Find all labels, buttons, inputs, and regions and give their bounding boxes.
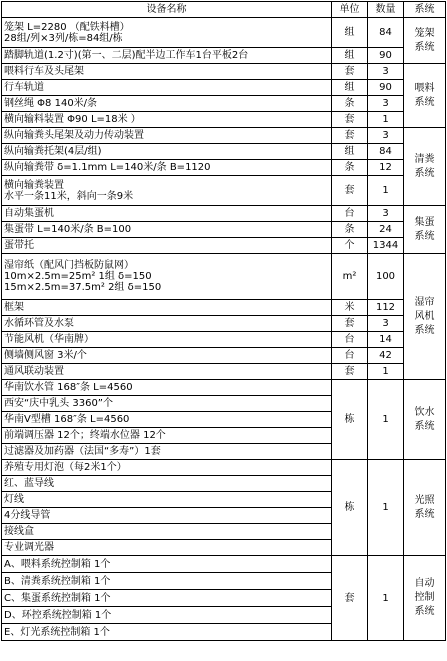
system-label-line: 风机 <box>414 310 435 322</box>
item-name-cell <box>2 364 332 380</box>
system-label-line: 笼架 <box>414 27 435 39</box>
system-label-line: 系统 <box>414 606 435 617</box>
item-name-cell: 过滤器及加药器（法国“多寿”）1套 <box>2 444 332 460</box>
equipment-table <box>1 1 446 641</box>
item-name-line: 侧墙侧风窗 3米/个 <box>4 350 87 361</box>
qty-cell: 3 <box>368 206 404 222</box>
unit-cell: 条 <box>332 222 368 238</box>
item-name-cell <box>2 300 332 316</box>
qty-cell: 3 <box>368 64 404 80</box>
item-name-cell <box>2 222 332 238</box>
table-row <box>2 316 446 332</box>
unit-cell: 个 <box>332 238 368 254</box>
unit-cell: 套 <box>332 364 368 380</box>
item-name-line: 笼架 L=2280 （配铁料槽） <box>4 21 130 33</box>
item-name-line: 框架 <box>4 302 24 313</box>
qty-cell: 42 <box>368 348 404 364</box>
item-name-line: 纵向输粪托架(4层/组) <box>4 146 102 157</box>
item-name-line: 纵向输粪带 δ=1.1mm L=140米/条 B=1120 <box>4 162 211 173</box>
item-name-line: 踏脚轨道(1.2寸)(第一、二层)配半边工作车1台平板2台 <box>4 50 249 61</box>
system-label-line: 系统 <box>414 96 435 108</box>
system-cell <box>404 254 446 380</box>
unit-cell: 组 <box>332 80 368 96</box>
item-name-line: 钢丝绳 Φ8 140米/条 <box>4 98 98 109</box>
table-row <box>2 18 446 48</box>
system-cell <box>404 556 446 641</box>
qty-cell: 90 <box>368 80 404 96</box>
qty-cell: 1 <box>368 176 404 206</box>
table-row <box>2 364 446 380</box>
item-name-line: 横向输粪装置 <box>4 179 64 191</box>
unit-cell: 米 <box>332 300 368 316</box>
item-name-line: 喂料行车及头尾架 <box>4 66 84 77</box>
qty-cell: 3 <box>368 316 404 332</box>
item-name-cell: 华南V型槽 168″条 L=4560 <box>2 412 332 428</box>
item-name-cell <box>2 160 332 176</box>
item-name-line: 纵向输粪头尾架及动力传动装置 <box>4 130 144 141</box>
item-name-line: 节能风机（华南牌） <box>4 334 94 345</box>
system-label-line: 饮水 <box>414 406 435 418</box>
unit-cell: 台 <box>332 348 368 364</box>
qty-cell: 1 <box>368 556 404 641</box>
table-row <box>2 160 446 176</box>
table-row <box>2 176 446 206</box>
item-name-line: 行车轨道 <box>4 82 44 93</box>
item-name-cell: E、灯光系统控制箱 1个 <box>2 624 332 641</box>
system-label-line: 集蛋 <box>414 216 435 228</box>
item-name-cell <box>2 112 332 128</box>
table-row <box>2 238 446 254</box>
system-label-line: 控制 <box>414 592 435 603</box>
header-row <box>2 2 446 18</box>
system-label-line: 系统 <box>414 324 435 336</box>
item-name-cell: 专业调光器 <box>2 540 332 556</box>
table-row <box>2 128 446 144</box>
item-name-cell: 4分线导管 <box>2 508 332 524</box>
unit-cell: 套 <box>332 316 368 332</box>
qty-cell: 1 <box>368 364 404 380</box>
item-name-line: 水循环管及水泵 <box>4 318 74 329</box>
system-cell <box>404 380 446 460</box>
unit-cell: 套 <box>332 112 368 128</box>
qty-cell: 1 <box>368 380 404 460</box>
unit-cell: 台 <box>332 332 368 348</box>
qty-cell: 3 <box>368 96 404 112</box>
table-row <box>2 460 446 476</box>
unit-cell: 套 <box>332 556 368 641</box>
unit-cell: 组 <box>332 144 368 160</box>
unit-cell: m² <box>332 254 368 300</box>
header-system: 系统 <box>404 2 446 18</box>
item-name-cell <box>2 206 332 222</box>
table-row <box>2 206 446 222</box>
item-name-cell: 养殖专用灯泡（每2米1个） <box>2 460 332 476</box>
system-cell <box>404 460 446 556</box>
system-label-line: 系统 <box>414 230 435 242</box>
item-name-cell <box>2 254 332 300</box>
qty-cell: 1 <box>368 112 404 128</box>
table-row <box>2 112 446 128</box>
unit-cell: 套 <box>332 128 368 144</box>
table-body <box>2 18 446 641</box>
header-unit: 单位 <box>332 2 368 18</box>
system-label-line: 喂料 <box>414 82 435 94</box>
item-name-line: 自动集蛋机 <box>4 208 54 219</box>
system-label-line: 系统 <box>414 420 435 432</box>
table-row <box>2 348 446 364</box>
item-name-cell <box>2 316 332 332</box>
item-name-cell <box>2 144 332 160</box>
qty-cell: 24 <box>368 222 404 238</box>
table-row <box>2 144 446 160</box>
item-name-cell: D、环控系统控制箱 1个 <box>2 607 332 624</box>
qty-cell: 12 <box>368 160 404 176</box>
system-label-line: 系统 <box>414 167 435 179</box>
item-name-line: 10m×2.5m=25m² 1组 δ=150 <box>4 271 152 282</box>
item-name-cell: C、集蛋系统控制箱 1个 <box>2 590 332 607</box>
unit-cell: 组 <box>332 18 368 48</box>
qty-cell: 1 <box>368 460 404 556</box>
table-row <box>2 380 446 396</box>
system-cell <box>404 206 446 254</box>
item-name-cell <box>2 176 332 206</box>
item-name-cell <box>2 64 332 80</box>
item-name-line: 湿帘纸（配风门挡板防鼠网） <box>4 260 134 271</box>
table-row <box>2 300 446 316</box>
qty-cell: 14 <box>368 332 404 348</box>
item-name-cell <box>2 238 332 254</box>
system-cell <box>404 64 446 128</box>
system-label-line: 湿帘 <box>414 296 435 308</box>
system-label-line: 系统 <box>414 508 435 520</box>
item-name-line: 横向输料装置 Φ90 L=18米 ） <box>4 114 141 125</box>
item-name-cell <box>2 48 332 64</box>
table-row <box>2 80 446 96</box>
item-name-cell <box>2 332 332 348</box>
unit-cell: 套 <box>332 64 368 80</box>
item-name-cell: 前端调压器 12个；终端水位器 12个 <box>2 428 332 444</box>
unit-cell: 条 <box>332 96 368 112</box>
system-cell <box>404 18 446 64</box>
system-label-line: 清粪 <box>414 153 435 165</box>
item-name-line: 水平一条11米，斜向一条9米 <box>4 190 134 202</box>
table-row <box>2 48 446 64</box>
header-qty: 数量 <box>368 2 404 18</box>
item-name-cell <box>2 96 332 112</box>
table-row <box>2 96 446 112</box>
system-label-line: 系统 <box>414 41 435 53</box>
qty-cell: 1344 <box>368 238 404 254</box>
qty-cell: 100 <box>368 254 404 300</box>
qty-cell: 84 <box>368 18 404 48</box>
item-name-cell: 华南饮水管 168″条 L=4560 <box>2 380 332 396</box>
table-row <box>2 64 446 80</box>
unit-cell: 栋 <box>332 380 368 460</box>
qty-cell: 84 <box>368 144 404 160</box>
item-name-cell: 红、蓝导线 <box>2 476 332 492</box>
item-name-cell <box>2 80 332 96</box>
item-name-cell: 西安“庆中乳头 3360”个 <box>2 396 332 412</box>
item-name-cell <box>2 18 332 48</box>
item-name-line: 蛋带托 <box>4 240 34 251</box>
header-name: 设备名称 <box>2 2 332 18</box>
system-label-line: 光照 <box>414 494 435 506</box>
item-name-cell: A、喂料系统控制箱 1个 <box>2 556 332 573</box>
item-name-line: 集蛋带 L=140米/条 B=100 <box>4 224 132 235</box>
item-name-line: 28组/列×3列/栋=84组/栋 <box>4 32 123 44</box>
item-name-cell <box>2 348 332 364</box>
table-row <box>2 254 446 300</box>
unit-cell: 条 <box>332 160 368 176</box>
table-row <box>2 332 446 348</box>
system-cell <box>404 128 446 206</box>
unit-cell: 套 <box>332 176 368 206</box>
item-name-cell: B、清粪系统控制箱 1个 <box>2 573 332 590</box>
unit-cell: 组 <box>332 48 368 64</box>
item-name-line: 15m×2.5m=37.5m² 2组 δ=150 <box>4 282 162 293</box>
item-name-line: 通风联动装置 <box>4 366 64 377</box>
item-name-cell <box>2 128 332 144</box>
system-label-line: 自动 <box>414 578 435 589</box>
table-row <box>2 556 446 573</box>
item-name-cell: 灯线 <box>2 492 332 508</box>
table-row <box>2 222 446 238</box>
qty-cell: 3 <box>368 128 404 144</box>
qty-cell: 90 <box>368 48 404 64</box>
item-name-cell: 接线盒 <box>2 524 332 540</box>
unit-cell: 台 <box>332 206 368 222</box>
qty-cell: 112 <box>368 300 404 316</box>
unit-cell: 栋 <box>332 460 368 556</box>
